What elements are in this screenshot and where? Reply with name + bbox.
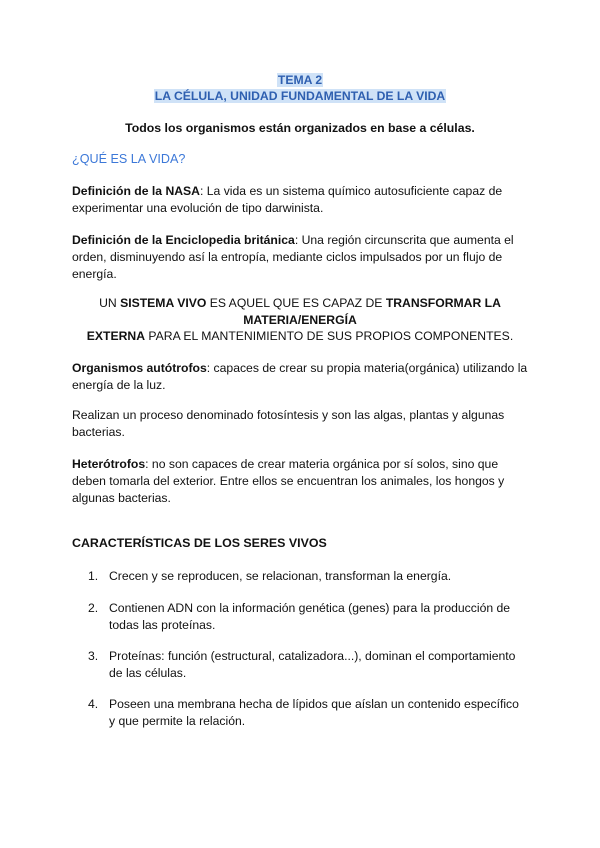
- list-item-number: 1.: [88, 569, 99, 583]
- nasa-definition: [72, 183, 530, 217]
- britannica-text: : Una región circunscrita que aumenta el orden, disminuyendo así la entropía, mediante ciclos impulsados por un flujo de energía.: [72, 233, 514, 281]
- living-system-bold-2: TRANSFORMAR LA MATERIA/ENERGÍA: [243, 296, 501, 327]
- theme-label: TEMA 2: [277, 73, 323, 87]
- heterotrophs-paragraph: [72, 456, 530, 507]
- living-system-part-2: ES AQUEL QUE ES CAPAZ DE: [206, 296, 386, 310]
- heterotrophs-text: : no son capaces de crear materia orgánica por sí solos, sino que deben tomarla del exterior. Entre ellos se encuentran los animales, los hongos y algunas bacterias.: [72, 457, 505, 505]
- autotrophs-term: Organismos autótrofos: [72, 361, 207, 375]
- list-item-text: Proteínas: función (estructural, catalizadora...), dominan el comportamiento de las células.: [109, 649, 516, 680]
- list-item-text: Contienen ADN con la información genética (genes) para la producción de todas las proteínas.: [109, 601, 511, 632]
- list-item-number: 4.: [88, 697, 99, 711]
- theme-label-line: [0, 72, 600, 88]
- intro-statement: Todos los organismos están organizados en base a células.: [125, 121, 475, 135]
- nasa-text: : La vida es un sistema químico autosuficiente capaz de experimentar una evolución de tipo darwinista.: [72, 184, 503, 215]
- list-item: [88, 568, 528, 585]
- autotrophs-paragraph: [72, 360, 530, 394]
- list-item: [88, 600, 528, 634]
- list-item-text: Poseen una membrana hecha de lípidos que aíslan un contenido específico y que permite la relación.: [109, 697, 519, 728]
- section-heading-characteristics: CARACTERÍSTICAS DE LOS SERES VIVOS: [72, 536, 327, 550]
- heterotrophs-term: Heterótrofos: [72, 457, 146, 471]
- living-system-bold-1: SISTEMA VIVO: [120, 296, 207, 310]
- living-system-bold-3: EXTERNA: [86, 329, 146, 343]
- autotrophs-text: : capaces de crear su propia materia(orgánica) utilizando la energía de la luz.: [72, 361, 528, 392]
- list-item-text: Crecen y se reproducen, se relacionan, transforman la energía.: [109, 569, 452, 583]
- document-title: LA CÉLULA, UNIDAD FUNDAMENTAL DE LA VIDA: [154, 89, 446, 103]
- britannica-definition: [72, 232, 530, 283]
- britannica-term: Definición de la Enciclopedia británica: [72, 233, 295, 247]
- list-item-number: 2.: [88, 601, 99, 615]
- document-title-line: [0, 88, 600, 104]
- living-system-part-3: PARA EL MANTENIMIENTO DE SUS PROPIOS COMPONENTES.: [145, 329, 514, 343]
- photosynthesis-paragraph: Realizan un proceso denominado fotosíntesis y son las algas, plantas y algunas bacterias.: [72, 408, 505, 439]
- list-item-number: 3.: [88, 649, 99, 663]
- living-system-statement: [60, 295, 540, 345]
- list-item: [88, 696, 528, 730]
- section-heading-life: ¿QUÉ ES LA VIDA?: [72, 152, 186, 166]
- list-item: [88, 648, 528, 682]
- nasa-term: Definición de la NASA: [72, 184, 200, 198]
- living-system-part-1: UN: [99, 296, 121, 310]
